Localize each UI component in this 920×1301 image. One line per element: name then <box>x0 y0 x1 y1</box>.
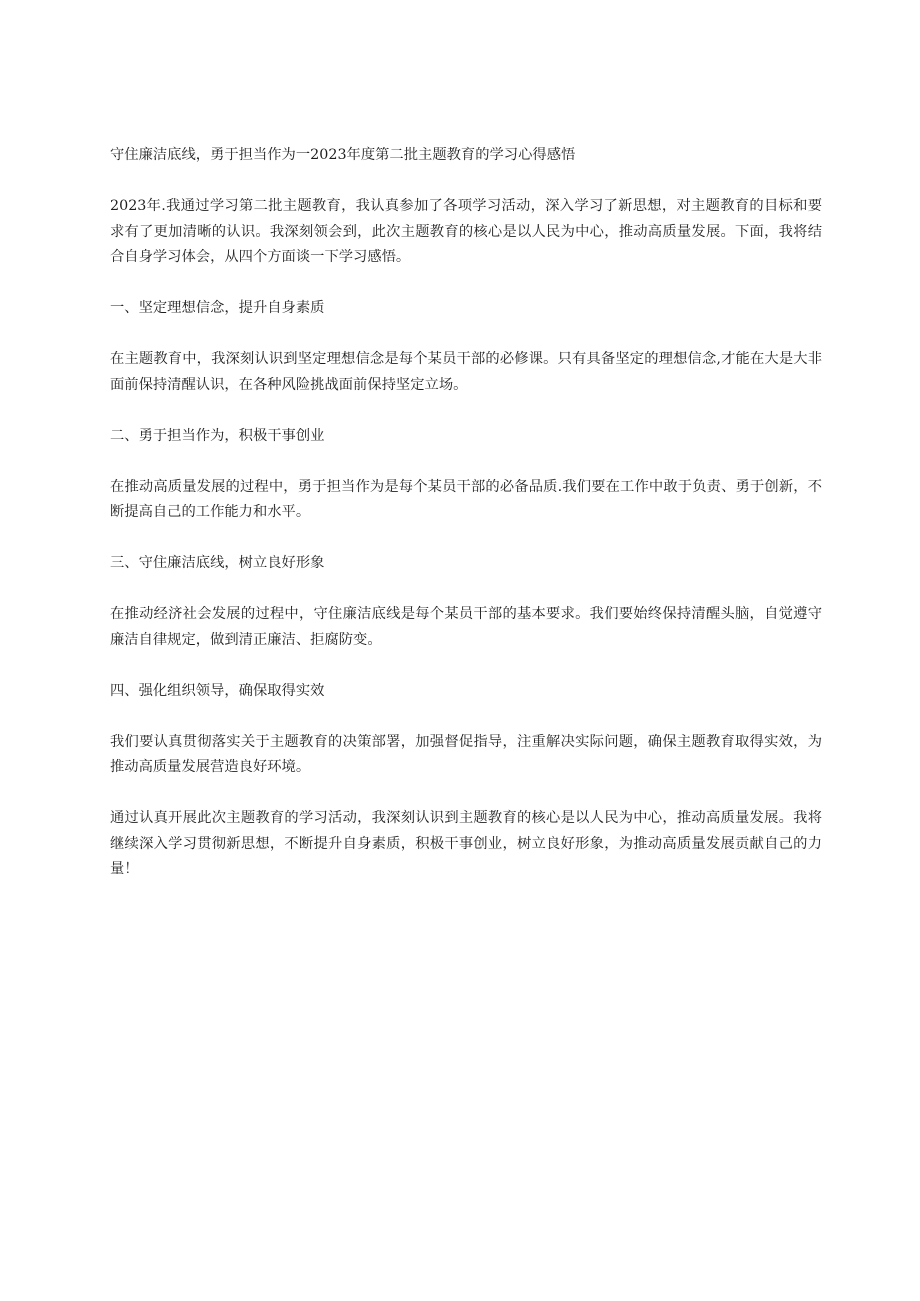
section-1-heading: 一、坚定理想信念，提升自身素质 <box>110 300 325 316</box>
intro-paragraph: 2023年.我通过学习第二批主题教育，我认真参加了各项学习活动，深入学习了新思想，对主题教育的目标和要求有了更加清晰的认识。我深刻领会到，此次主题教育的核心是以人民为中心，推动高质量发展。下面，我将结合自身学习体会，从四个方面谈一下学习感悟。 <box>110 198 822 265</box>
section-2-heading: 二、勇于担当作为，积极干事创业 <box>110 427 325 444</box>
section-4-body: 我们要认真贯彻落实关于主题教育的决策部署，加强督促指导，注重解决实际问题，确保主题教育取得实效，为推动高质量发展营造良好环境。 <box>110 733 822 775</box>
section-3-heading: 三、守住廉洁底线，树立良好形象 <box>110 555 325 571</box>
section-3-body: 在推动经济社会发展的过程中，守住廉洁底线是每个某员干部的基本要求。我们要始终保持清醒头脑，自觉遵守廉洁自律规定，做到清正廉洁、拒腐防变。 <box>110 606 822 648</box>
section-1-body: 在主题教育中，我深刻认识到坚定理想信念是每个某员干部的必修课。只有具备坚定的理想信念,才能在大是大非面前保持清醒认识，在各种风险挑战面前保持坚定立场。 <box>110 351 822 393</box>
conclusion-paragraph: 通过认真开展此次主题教育的学习活动，我深刻认识到主题教育的核心是以人民为中心，推动高质量发展。我将继续深入学习贯彻新思想，不断提升自身素质，积极干事创业，树立良好形象，为推动高质量发展贡献自己的力量！ <box>110 810 822 877</box>
document-title: 守住廉洁底线，勇于担当作为一2023年度第二批主题教育的学习心得感悟 <box>110 147 576 163</box>
section-2-body: 在推动高质量发展的过程中，勇于担当作为是每个某员干部的必备品质.我们要在工作中敢于负责、勇于创新，不断提高自己的工作能力和水平。 <box>110 478 822 520</box>
document-body <box>110 143 822 908</box>
section-4-heading: 四、强化组织领导，确保取得实效 <box>110 682 325 699</box>
